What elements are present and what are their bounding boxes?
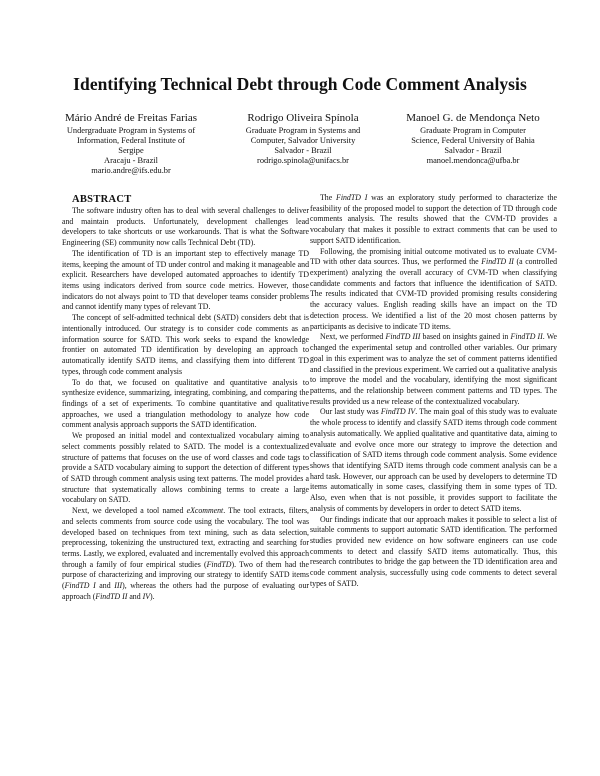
author-name: Rodrigo Oliveira Spínola bbox=[247, 112, 359, 124]
body-paragraph bbox=[310, 193, 557, 247]
text-run: ). Two of them had the purpose of characterizing and improving our strategy to identify SATD items ( bbox=[62, 559, 309, 591]
abstract-heading: ABSTRACT bbox=[72, 194, 132, 205]
text-run: . The main goal of this study was to evaluate the whole process to identify and classify SATD items through code comment analysis automatically. We applied qualitative and quantitative data, aiming to evaluate and evolve once more our strategy to improve the detection and classification of SATD items through code comment analysis. Some evidence shows that identifying SATD items through code comment analysis can be a hard task. However, our approach can be used by developers to determine TD items automatically in some cases, classifying them in some types of TD. Also, even when that is not possible, it provides support to facilitate the analysis of comments by developers in order to detect SATD items. bbox=[310, 407, 557, 513]
body-paragraph bbox=[62, 506, 309, 602]
body-paragraph: To do that, we focused on qualitative and quantitative analysis to synthesize evidence, summarizing, integrating, combining, and comparing the findings of a set of experiments. To combine quantitative and qualitative approaches, we used a triangulation methodology to analyze how code comment analysis approach supports the SATD identification. bbox=[62, 377, 309, 430]
author-email: rodrigo.spinola@unifacs.br bbox=[257, 156, 349, 165]
author-3 bbox=[384, 112, 562, 166]
text-run: . The tool extracts, filters, and selects comments from source code using the vocabulary. The tool was developed based on techniques from text mining, such as data selection, preprocessing, tokenizing the unstructured text, extracting and searching for terms. Lastly, we explored, evaluated and incrementally evolved this approach through a family of four empirical studies ( bbox=[62, 506, 309, 569]
body-paragraph: The software industry often has to deal with several challenges to deliver and maintain products. Unfortunately, development challenges lead developers to take shortcuts or use workarounds. That is what the Software Engineering (SE) community now calls Technical Debt (TD). bbox=[62, 206, 309, 248]
body-paragraph: The concept of self-admitted technical debt (SATD) considers debt that is intentionally introduced. Our strategy is to consider code comments as an information source for SATD. This work seeks to expand the knowledge frontier on automated TD identification by developing an approach to automatically identify SATD items, and classifying them into different TD types, through code comment analysis bbox=[62, 313, 309, 376]
body-paragraph: We proposed an initial model and contextualized vocabulary aiming to select comments possibly related to SATD. The model is a contextualized structure of patterns that focuses on the use of word classes and code tags to provide a SATD vocabulary aiming to support the detection of different types of SATD through comment analysis using text patterns. The model provides a structure that systematically allows combining terms to create a large vocabulary on SATD. bbox=[62, 431, 309, 505]
body-paragraph bbox=[310, 332, 557, 407]
paper-title: Identifying Technical Debt through Code Comment Analysis bbox=[73, 74, 527, 94]
author-location: Salvador - Brazil bbox=[444, 146, 502, 155]
tool-name: eXcomment bbox=[186, 506, 224, 516]
author-affiliation-line: Computer, Salvador University bbox=[250, 136, 356, 145]
text-run: Our last study was bbox=[320, 407, 381, 417]
author-email: manoel.mendonca@ufba.br bbox=[426, 156, 520, 165]
text-run: . We changed the experimental setup and controlled other variables. Our primary goal in this experiment was to analyze the set of comment patterns identified and classified in the previous experiment. We carried out a qualitative analysis to improve the model and the vocabulary, identifying the most significant patterns, and the relationship between comment patterns and TD types. The results provided us a new release of the contextualized vocabulary. bbox=[310, 332, 558, 406]
right-column bbox=[310, 193, 557, 590]
body-paragraph: The identification of TD is an important step to effectively manage TD items, keeping the amount of TD under control and making it manageable and explicit. Researchers have developed automated approaches to identify TD items using indicators derived from source code metrics. However, those indicators do not always point to TD that developer teams consider problems and cannot identify many types of relevant TD. bbox=[62, 248, 309, 312]
study-name: FindTD III bbox=[385, 332, 421, 342]
author-email: mario.andre@ifs.edu.br bbox=[91, 166, 171, 175]
author-name: Manoel G. de Mendonça Neto bbox=[406, 112, 540, 124]
author-location: Aracaju - Brazil bbox=[104, 156, 158, 165]
body-paragraph bbox=[310, 407, 557, 514]
text-run: and bbox=[127, 591, 143, 601]
text-run: ). bbox=[150, 591, 155, 601]
author-location: Salvador - Brazil bbox=[274, 146, 332, 155]
study-name: FindTD II bbox=[481, 257, 514, 267]
author-affiliation-line: Sergipe bbox=[118, 146, 144, 155]
text-run: Next, we developed a tool named bbox=[72, 506, 187, 516]
body-paragraph bbox=[310, 247, 557, 333]
author-1 bbox=[42, 112, 220, 176]
study-name: FindTD IV bbox=[380, 407, 416, 417]
study-name: FindTD I bbox=[64, 581, 96, 591]
author-affiliation-line: Undergraduate Program in Systems of bbox=[66, 126, 196, 135]
author-2 bbox=[214, 112, 392, 166]
author-affiliation-line: Graduate Program in Computer bbox=[420, 126, 526, 135]
study-name: FindTD II bbox=[510, 332, 543, 342]
author-affiliation-line: Information, Federal Institute of bbox=[77, 136, 185, 145]
study-name: FindTD bbox=[206, 559, 232, 569]
text-run: Next, we performed bbox=[320, 332, 386, 342]
text-run: (a controlled experiment) analyzing the overall accuracy of CVM-TD when classifying candidate comments and factors that influence the identification of SATD. The results indicated that CVM-TD provided promising results considering the accuracy values. English reading skills have an impact on the TD detection process. We identified a list of the 20 most chosen patterns by participants as decisive to indicate TD items. bbox=[310, 257, 557, 331]
text-run: ), whereas the others had the purpose of evaluating our approach ( bbox=[62, 581, 309, 601]
body-paragraph: Our findings indicate that our approach makes it possible to select a list of suitable comments to support automatic SATD identification. The performed studies provided new evidence on how software engineers can use code comments to detect and classify SATD items automatically. Thus, this research contributes to bridge the gap between the TD identification area and code comment analysis, successfully using code comments to detect several types of SATD. bbox=[310, 514, 557, 588]
study-name: III bbox=[114, 581, 123, 591]
left-column bbox=[62, 193, 309, 603]
text-run: The bbox=[320, 193, 337, 202]
study-name: IV bbox=[142, 591, 151, 601]
study-name: FindTD II bbox=[95, 591, 128, 601]
author-name: Mário André de Freitas Farias bbox=[65, 112, 197, 124]
text-run: based on insights gained in bbox=[420, 332, 511, 342]
text-run: Following, the promising initial outcome motivated us to evaluate CVM-TD with other data sources. Thus, we performed the bbox=[310, 246, 557, 267]
text-run: and bbox=[95, 581, 115, 591]
author-affiliation-line: Science, Federal University of Bahia bbox=[411, 136, 535, 145]
author-affiliation-line: Graduate Program in Systems and bbox=[245, 126, 361, 135]
text-run: was an exploratory study performed to characterize the feasibility of the proposed model to support the detection of TD through code comments analysis. The results showed that the CVM-TD provides a vocabulary that makes it possible to extract comments that can be used to support SATD identification. bbox=[310, 193, 557, 245]
study-name: FindTD I bbox=[336, 193, 368, 202]
